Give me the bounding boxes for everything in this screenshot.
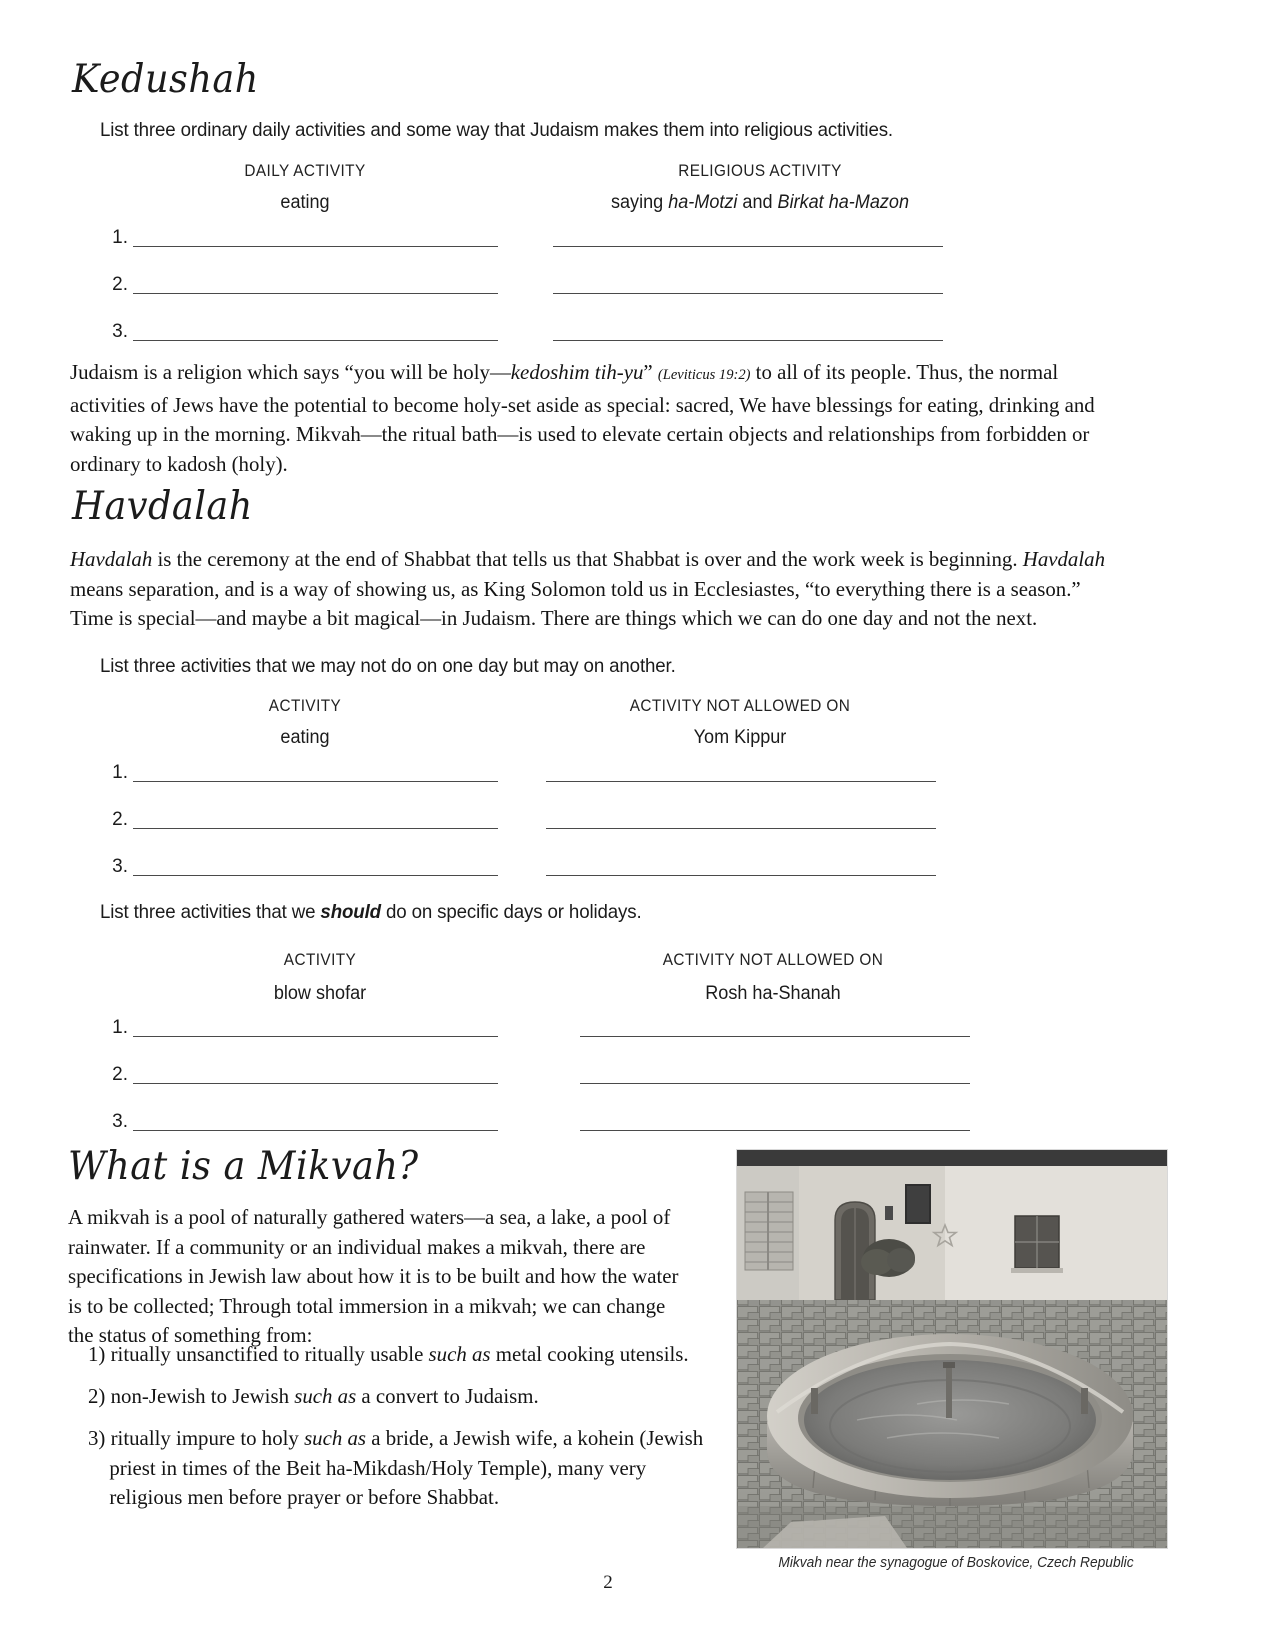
- havdalah-t2-col1-header: ACTIVITY: [283, 951, 357, 969]
- fill-in-line[interactable]: [553, 245, 943, 247]
- list-pre: ritually unsanctified to ritually usable: [105, 1342, 429, 1366]
- fill-in-line[interactable]: [553, 292, 943, 294]
- havdalah-table2-prompt: [100, 901, 642, 924]
- fill-in-line[interactable]: [546, 780, 936, 782]
- row-number: 2.: [112, 1064, 128, 1085]
- list-marker: 2): [88, 1384, 106, 1408]
- kedushah-col2-header: RELIGIOUS ACTIVITY: [678, 162, 842, 180]
- list-post: metal cooking utensils.: [490, 1342, 689, 1366]
- mikvah-photo: [736, 1149, 1168, 1549]
- para-part3: to all of its people. Thus, the normal activities of Jews have the potential to become holy-set aside as special: sacred, We have blessings for eating, drinking and waking up in the morning. Mikvah—the ritual bath—is used to elevate certain objects and relationships from forbidden or ordinary to kadosh (holy).: [70, 360, 1095, 476]
- list-item: [88, 1340, 720, 1370]
- kedushah-prompt: List three ordinary daily activities and some way that Judaism makes them into religious activities.: [100, 119, 894, 141]
- table-row[interactable]: [102, 857, 936, 876]
- havdalah-t2-sample-col2: Rosh ha-Shanah: [705, 983, 841, 1004]
- scripture-citation: (Leviticus 19:2): [657, 367, 751, 383]
- fill-in-line[interactable]: [133, 292, 498, 294]
- kedushah-col1-header: DAILY ACTIVITY: [244, 162, 366, 180]
- hav-em2: Havdalah: [1022, 547, 1106, 571]
- table-row[interactable]: [102, 322, 943, 341]
- list-item: [88, 1382, 720, 1412]
- sample-text-pre: saying: [610, 192, 669, 213]
- list-em: such as: [294, 1384, 357, 1408]
- fill-in-line[interactable]: [546, 827, 936, 829]
- havdalah-t2-sample-col1: blow shofar: [273, 983, 367, 1004]
- mikvah-paragraph: A mikvah is a pool of naturally gathered waters—a sea, a lake, a pool of rainwater. If a community or an individual makes a mikvah, there are specifications in Jewish law about how it is to be built and how the water is to be collected; Through total immersion in a mikvah; we can change the status of something from:: [68, 1205, 679, 1347]
- hav-part2: means separation, and is a way of showing us, as King Solomon told us in Ecclesiastes, “to everything there is a season.” Time is special—and maybe a bit magical—in Judaism. There are things which we can do one day and not the next.: [70, 576, 1081, 630]
- prompt-emphasis: should: [320, 901, 381, 923]
- table-row[interactable]: [102, 1065, 970, 1084]
- fill-in-line[interactable]: [580, 1082, 970, 1084]
- havdalah-paragraph: [70, 545, 1127, 634]
- page-number: 2: [603, 1572, 613, 1593]
- fill-in-line[interactable]: [546, 874, 936, 876]
- row-number: 1.: [112, 762, 128, 783]
- havdalah-t2-col2-header: ACTIVITY NOT ALLOWED ON: [662, 951, 884, 969]
- list-pre: non-Jewish to Jewish: [105, 1384, 295, 1408]
- row-number: 3.: [112, 321, 128, 342]
- fill-in-line[interactable]: [133, 1082, 498, 1084]
- table-row[interactable]: [102, 228, 943, 247]
- row-number: 2.: [112, 274, 128, 295]
- list-marker: 3): [88, 1426, 106, 1450]
- list-post: a convert to Judaism.: [356, 1384, 539, 1408]
- kedushah-paragraph: [70, 358, 1127, 479]
- list-marker: 1): [88, 1342, 106, 1366]
- havdalah-table1-prompt: List three activities that we may not do on one day but may on another.: [100, 655, 676, 677]
- hav-part1: is the ceremony at the end of Shabbat that tells us that Shabbat is over and the work week is beginning.: [152, 547, 1023, 571]
- row-number: 1.: [112, 1017, 128, 1038]
- prompt-post: do on specific days or holidays.: [380, 901, 642, 923]
- fill-in-line[interactable]: [133, 827, 498, 829]
- table-row[interactable]: [102, 1112, 970, 1131]
- kedushah-sample-col2: [603, 192, 917, 214]
- list-em: such as: [304, 1426, 367, 1450]
- table-row[interactable]: [102, 810, 936, 829]
- havdalah-t1-sample-col1: eating: [280, 727, 330, 748]
- heading-havdalah: Havdalah: [72, 484, 253, 529]
- para-em1: kedoshim tih-yu: [510, 360, 644, 384]
- heading-what-is-a-mikvah: What is a Mikvah?: [68, 1144, 419, 1189]
- photo-caption: Mikvah near the synagogue of Boskovice, Czech Republic: [778, 1555, 1134, 1571]
- havdalah-t1-sample-col2: Yom Kippur: [693, 727, 787, 748]
- sample-text-em1: ha-Motzi: [668, 192, 738, 213]
- fill-in-line[interactable]: [133, 339, 498, 341]
- fill-in-line[interactable]: [133, 1129, 498, 1131]
- list-em: such as: [428, 1342, 491, 1366]
- kedushah-sample-col1: eating: [280, 192, 330, 213]
- table-row[interactable]: [102, 1018, 970, 1037]
- list-item: [88, 1424, 722, 1513]
- fill-in-line[interactable]: [133, 245, 498, 247]
- prompt-pre: List three activities that we: [100, 901, 321, 923]
- table-row[interactable]: [102, 275, 943, 294]
- row-number: 1.: [112, 227, 128, 248]
- fill-in-line[interactable]: [580, 1129, 970, 1131]
- heading-kedushah: Kedushah: [72, 57, 259, 102]
- table-row[interactable]: [102, 763, 936, 782]
- fill-in-line[interactable]: [133, 1035, 498, 1037]
- row-number: 3.: [112, 856, 128, 877]
- sample-text-em2: Birkat ha-Mazon: [777, 192, 909, 213]
- list-post: a bride, a Jewish wife, a kohein (Jewish priest in times of the Beit ha-Mikdash/Holy Temple), many very religious men before prayer or before Shabbat.: [109, 1426, 704, 1509]
- fill-in-line[interactable]: [553, 339, 943, 341]
- list-pre: ritually impure to holy: [105, 1426, 305, 1450]
- para-part2: ”: [643, 360, 658, 384]
- mikvah-photo-image: [737, 1150, 1167, 1548]
- sample-text-mid: and: [737, 192, 778, 213]
- row-number: 3.: [112, 1111, 128, 1132]
- fill-in-line[interactable]: [580, 1035, 970, 1037]
- havdalah-t1-col1-header: ACTIVITY: [268, 697, 342, 715]
- fill-in-line[interactable]: [133, 874, 498, 876]
- para-part1: Judaism is a religion which says “you will be holy—: [70, 360, 511, 384]
- havdalah-t1-col2-header: ACTIVITY NOT ALLOWED ON: [629, 697, 851, 715]
- row-number: 2.: [112, 809, 128, 830]
- hav-em1: Havdalah: [70, 547, 153, 571]
- fill-in-line[interactable]: [133, 780, 498, 782]
